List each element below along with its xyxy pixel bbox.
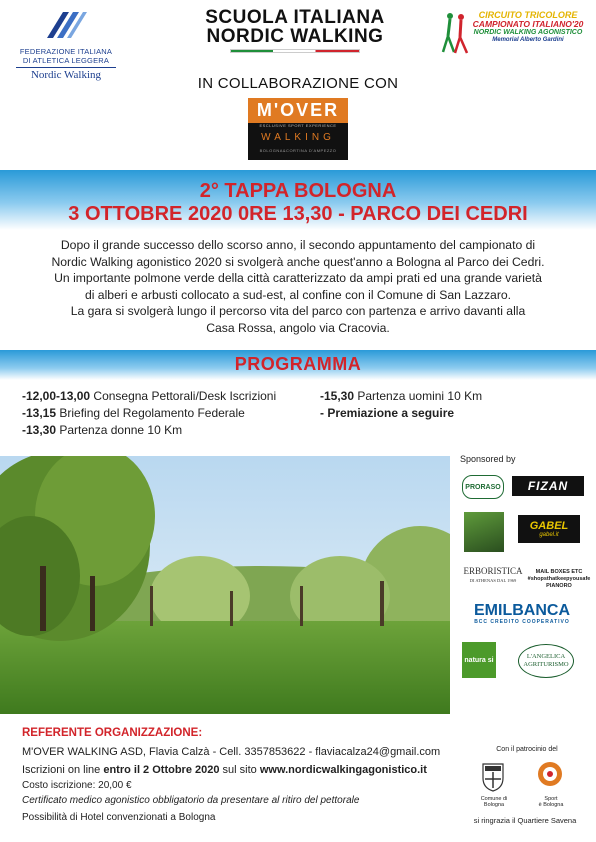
sinw-line2: NORDIC WALKING [206,26,384,47]
schedule-item [22,388,312,405]
sponsor-naturasi-logo: natura si [462,642,496,678]
circuito-line2: CAMPIONATO ITALIANO'20 [472,19,584,29]
comune-caption: Comune di Bologna [480,796,508,808]
schedule-item [22,422,312,439]
schedule-right-column [320,388,560,422]
fidal-name-line1: FEDERAZIONE ITALIANA [19,47,113,56]
sponsor-mailboxes-logo [527,564,591,594]
mail-line2: #shopsthatkeepyousafe [527,575,591,582]
organizer-heading: REFERENTE ORGANIZZAZIONE: [22,727,203,739]
schedule-time: -13,15 [22,406,57,420]
sport-caption-line2: è Bologna [538,802,564,808]
mail-line1: MAIL BOXES ETC [535,568,583,575]
collaboration-heading: IN COLLABORAZIONE CON [197,75,399,92]
registration-cost: Costo iscrizione: 20,00 € [22,780,132,791]
description-line: di alberi e arbusti collocato a sud-est, al confine con il Comune di San Lazzaro. [84,287,512,302]
erbo-sub: DI ATHENAS DAL 1969 [469,578,517,583]
hotel-note: Possibilità di Hotel convenzionati a Bologna [22,812,216,823]
gabel-sub: gabel.it [539,532,559,538]
fidal-emblem-icon [43,8,89,42]
registration-deadline: entro il 2 Ottobre 2020 [103,764,220,776]
fidal-logo [16,8,116,81]
description-line: Nordic Walking agonistico 2020 si svolgerà anche quest'anno a Bologna al Parco dei Cedri. [51,254,545,269]
sport-caption-line1: Sport [544,796,558,802]
sport-bologna-icon [536,760,564,792]
erbo-name: ERBORISTICA [463,566,523,576]
thanks-note: si ringrazia il Quartiere Savena [473,816,577,825]
sponsor-emilbanca-logo [460,602,584,626]
emil-sub: BCC CREDITO COOPERATIVO [474,619,570,625]
sponsors-heading: Sponsored by [460,454,516,464]
angel-name: L'ANGELICA [526,653,566,660]
event-title-line1: 2° TAPPA BOLOGNA [199,180,397,202]
schedule-text: Partenza uomini 10 Km [354,389,483,403]
event-title-line2: 3 OTTOBRE 2020 0RE 13,30 - PARCO DEI CEDRI [68,203,528,225]
circuito-line1: CIRCUITO TRICOLORE [478,10,578,20]
sponsor-fizan-logo: FIZAN [512,476,584,496]
event-description [20,237,576,336]
fidal-sub: Nordic Walking [16,67,116,81]
schedule-time: - Premiazione a seguire [320,406,455,420]
fidal-name-line2: DI ATLETICA LEGGERA [22,56,110,65]
mail-line3: PIANORO [546,582,572,589]
registration-mid: sul sito [219,764,260,776]
schedule-text: Consegna Pettorali/Desk Iscrizioni [90,389,277,403]
description-line: Un importante polmone verde della città caratterizzato da ampi prati ed una grande varietà [54,271,542,285]
circuito-line3: NORDIC WALKING AGONISTICO [473,29,583,36]
description-line: La gara si svolgerà lungo il percorso vita del parco con partenza e arrivo davanti alla [70,304,526,318]
programma-title: PROGRAMMA [234,354,362,374]
sponsor-picture-logo [464,512,504,552]
sponsor-angelica-logo [518,644,574,678]
schedule-item [22,405,312,422]
sponsor-erboristica-logo [460,564,526,588]
mover-walking: WALKING [261,132,335,143]
circuito-text [468,10,588,44]
registration-website-link[interactable]: www.nordicwalkingagonistico.it [259,764,427,776]
emil-name: EMILBANCA [474,602,570,619]
description-line: Dopo il grande successo dello scorso anno, il secondo appuntamento del campionato di [60,238,536,252]
sport-caption [528,796,574,808]
schedule-item [320,405,560,422]
description-line: Casa Rossa, angolo via Cracovia. [206,320,390,335]
registration-prefix: Iscrizioni on line [22,764,104,776]
circuito-tricolore-logo [440,8,585,58]
italian-flag-stripe [230,49,360,53]
park-photo [0,456,450,714]
medical-certificate-note: Certificato medico agonistico obbligatorio da presentare al ritiro del pettorale [22,795,360,806]
mover-walking-logo [248,98,348,160]
gabel-name: GABEL [529,520,569,532]
mover-sub: ESCLUSIVE SPORT EXPERIENCE [259,123,337,128]
sinw-logo [190,8,400,53]
comune-bologna-crest-icon [478,760,508,792]
walkers-icon [440,8,470,58]
schedule-text: Partenza donne 10 Km [56,423,183,437]
angel-sub: AGRITURISMO [523,661,569,668]
schedule-text: Briefing del Regolamento Federale [56,406,245,420]
sponsor-proraso-logo: PRORASO [462,475,504,499]
sponsor-gabel-logo [518,515,580,543]
sinw-line1: SCUOLA ITALIANA [205,7,385,28]
schedule-time: -12,00-13,00 [22,389,91,403]
schedule-item [320,388,560,405]
patronage-heading: Con il patrocinio del [496,746,558,753]
schedule-time: -15,30 [320,389,355,403]
schedule-left-column [22,388,312,439]
mover-bottom: BOLOGNA&CORTINA D'AMPEZZO [259,148,337,153]
schedule-time: -13,30 [22,423,57,437]
registration-info [22,762,462,778]
organizer-contact: M'OVER WALKING ASD, Flavia Calzà - Cell. 3357853622 - flaviacalza24@gmail.com [22,746,441,758]
circuito-line4: Memorial Alberto Gardini [492,37,564,43]
mover-top: M'OVER [248,98,348,123]
